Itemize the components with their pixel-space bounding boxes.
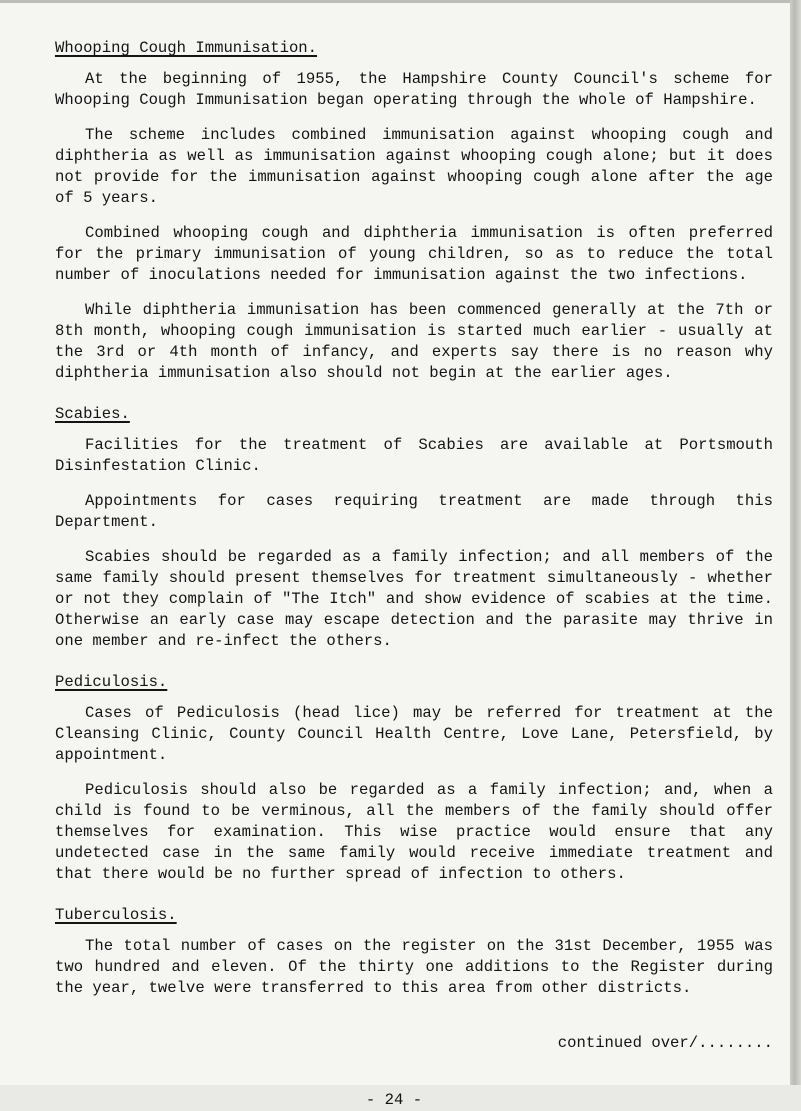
continued-note: continued over/........	[557, 1034, 773, 1052]
scan-right-edge	[790, 0, 801, 1085]
section-heading: Tuberculosis.	[55, 906, 177, 924]
section-heading: Pediculosis.	[55, 673, 168, 691]
section-heading: Scabies.	[55, 405, 130, 423]
paragraph: Facilities for the treatment of Scabies are available at Portsmouth Disinfestation Clinic.	[55, 436, 773, 475]
paragraph: Scabies should be regarded as a family infection; and all members of the same family should present themselves for treatment simultaneously - whether or not they complain of "The Itch" and show evidence of scabies at the time. Otherwise an early case may escape detection and the parasite may thrive in one member and re-infect the others.	[55, 548, 773, 650]
page-content	[55, 38, 773, 1111]
page-number: - 24 -	[365, 1091, 423, 1109]
section-scabies	[55, 404, 773, 652]
paragraph: The total number of cases on the register on the 31st December, 1955 was two hundred and eleven. Of the thirty one additions to the Register during the year, twelve were transferred to this area from other districts.	[55, 937, 773, 997]
paragraph: The scheme includes combined immunisation against whooping cough and diphtheria as well as immunisation against whooping cough alone; but it does not provide for the immunisation against whooping cough alone after the age of 5 years.	[55, 126, 773, 207]
paragraph: At the beginning of 1955, the Hampshire County Council's scheme for Whooping Cough Immunisation began operating through the whole of Hampshire.	[55, 70, 773, 109]
section-tuberculosis	[55, 905, 773, 999]
section-pediculosis	[55, 672, 773, 885]
paragraph: Combined whooping cough and diphtheria immunisation is often preferred for the primary immunisation of young children, so as to reduce the total number of inoculations needed for immunisation against the two infections.	[55, 224, 773, 284]
scan-top-edge	[0, 0, 790, 3]
paragraph: Appointments for cases requiring treatment are made through this Department.	[55, 492, 773, 531]
paragraph: While diphtheria immunisation has been commenced generally at the 7th or 8th month, whooping cough immunisation is started much earlier - usually at the 3rd or 4th month of infancy, and experts say there is no reason why diphtheria immunisation also should not begin at the earlier ages.	[55, 301, 773, 382]
section-heading: Whooping Cough Immunisation.	[55, 39, 318, 57]
section-whooping-cough	[55, 38, 773, 384]
paragraph: Pediculosis should also be regarded as a family infection; and, when a child is found to be verminous, all the members of the family should offer themselves for examination. This wise practice would ensure that any undetected case in the same family would receive immediate treatment and that there would be no further spread of infection to others.	[55, 781, 773, 883]
paragraph: Cases of Pediculosis (head lice) may be referred for treatment at the Cleansing Clinic, County Council Health Centre, Love Lane, Petersfield, by appointment.	[55, 704, 773, 764]
